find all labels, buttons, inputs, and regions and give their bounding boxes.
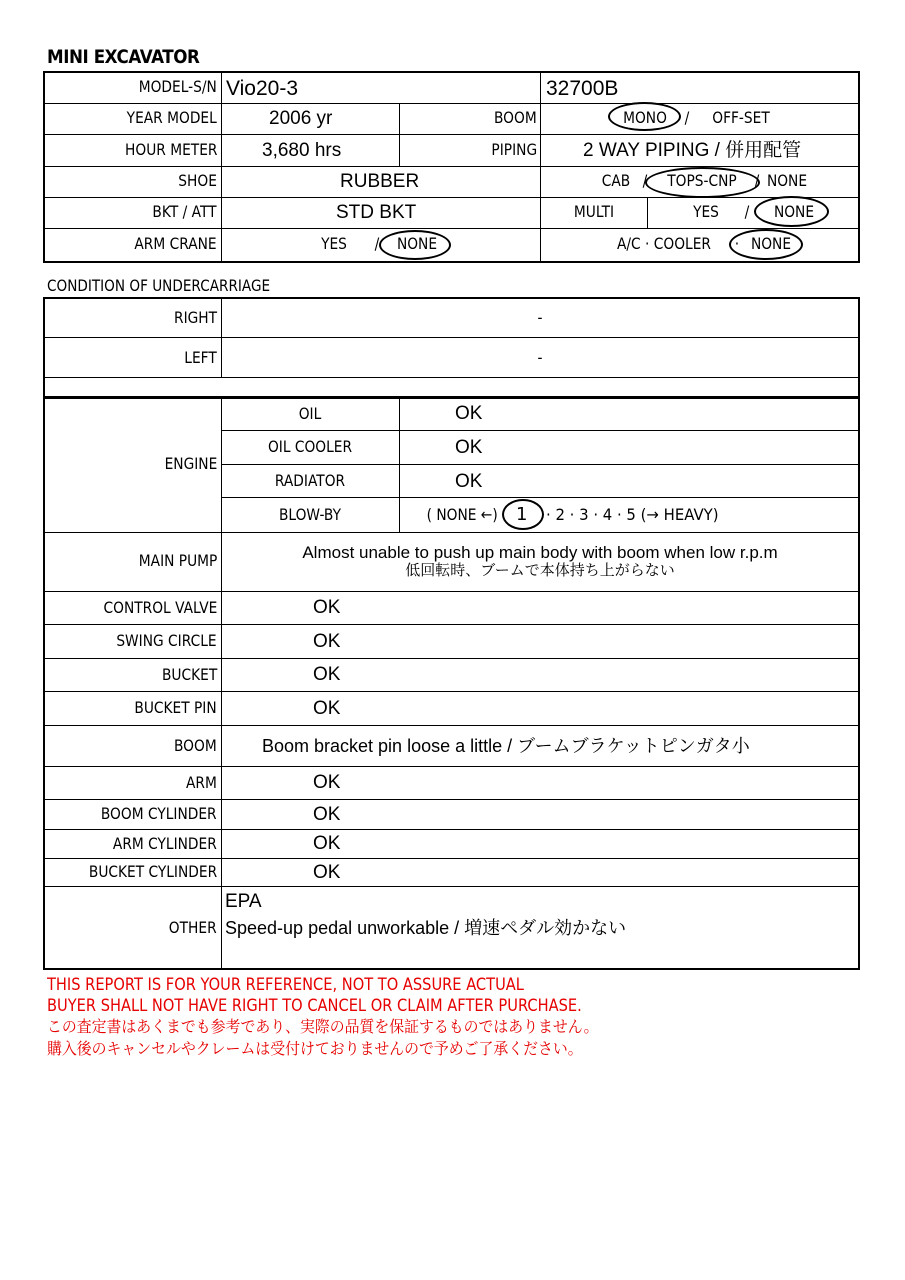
separator: / xyxy=(642,171,648,190)
boom-cylinder-label: BOOM CYLINDER xyxy=(101,804,217,823)
separator: / xyxy=(754,171,760,190)
engine-label: ENGINE xyxy=(164,454,217,473)
blow-by-scale: · 2 · 3 · 4 · 5 (→ HEAVY) xyxy=(546,505,719,524)
right-track-label: RIGHT xyxy=(173,308,217,327)
multi-label: MULTI xyxy=(573,202,615,221)
model-sn-label: MODEL-S/N xyxy=(138,77,217,96)
other-epa: EPA xyxy=(225,891,262,912)
arm-cylinder-value: OK xyxy=(313,833,341,854)
other-note: Speed-up pedal unworkable / 増速ペダル効かない xyxy=(225,918,627,938)
year-model-label: YEAR MODEL xyxy=(126,108,217,127)
undercarriage-heading: CONDITION OF UNDERCARRIAGE xyxy=(47,276,271,295)
disclaimer-line-2: BUYER SHALL NOT HAVE RIGHT TO CANCEL OR CLAIM AFTER PURCHASE. xyxy=(47,996,582,1016)
bucket-pin-value: OK xyxy=(313,698,341,719)
boom-value: Boom bracket pin loose a little / ブームブラケットピンガタ小 xyxy=(262,736,750,756)
control-valve-label: CONTROL VALVE xyxy=(103,598,217,617)
separator: / xyxy=(374,234,380,253)
control-valve-value: OK xyxy=(313,597,341,618)
other-label: OTHER xyxy=(169,918,217,937)
hour-meter-label: HOUR METER xyxy=(124,140,217,159)
main-pump-note-jp: 低回転時、ブームで本体持ち上がらない xyxy=(405,561,675,579)
bucket-label: BUCKET xyxy=(161,665,217,684)
boom-label: BOOM xyxy=(174,736,217,755)
crane-none-option: NONE xyxy=(396,234,438,253)
right-track-value: - xyxy=(537,308,543,327)
separator: / xyxy=(684,108,690,127)
hour-value: 3,680 hrs xyxy=(262,140,342,161)
arm-cylinder-label: ARM CYLINDER xyxy=(113,834,217,853)
bkt-value: STD BKT xyxy=(336,202,417,223)
left-track-value: - xyxy=(537,348,543,367)
blow-by-none-end: ( NONE ←) xyxy=(426,505,498,524)
arm-label: ARM xyxy=(186,773,217,792)
bucket-pin-label: BUCKET PIN xyxy=(134,698,217,717)
multi-none-option: NONE xyxy=(773,202,815,221)
cab-label: CAB xyxy=(601,171,631,190)
ac-cooler-label: A/C · COOLER xyxy=(617,234,711,253)
piping-value: 2 WAY PIPING / 併用配管 xyxy=(583,140,802,161)
multi-yes-option: YES xyxy=(693,202,719,221)
disclaimer-line-3: この査定書はあくまでも参考であり、実際の品質を保証するものではありません。 xyxy=(47,1017,599,1036)
oil-cooler-value: OK xyxy=(455,437,483,458)
bucket-cylinder-value: OK xyxy=(313,862,341,883)
separator: / xyxy=(744,202,750,221)
blow-by-label: BLOW-BY xyxy=(278,505,342,524)
shoe-label: SHOE xyxy=(178,171,217,190)
piping-label: PIPING xyxy=(491,140,537,159)
arm-value: OK xyxy=(313,772,341,793)
oil-cooler-label: OIL COOLER xyxy=(267,437,353,456)
blow-by-level-1: 1 xyxy=(516,504,528,525)
serial-value: 32700B xyxy=(546,77,619,100)
swing-circle-label: SWING CIRCLE xyxy=(116,631,217,650)
boom-cylinder-value: OK xyxy=(313,804,341,825)
crane-yes-option: YES xyxy=(321,234,347,253)
radiator-value: OK xyxy=(455,471,483,492)
model-value: Vio20-3 xyxy=(226,77,299,100)
oil-value: OK xyxy=(455,403,483,424)
radiator-label: RADIATOR xyxy=(274,471,346,490)
year-value: 2006 yr xyxy=(269,108,333,129)
bucket-value: OK xyxy=(313,664,341,685)
document-title: MINI EXCAVATOR xyxy=(47,46,200,68)
disclaimer-line-4: 購入後のキャンセルやクレームは受付けておりませんので予めご了承ください。 xyxy=(47,1039,583,1058)
boom-mono-option: MONO xyxy=(623,108,667,127)
ac-none-option: NONE xyxy=(750,234,792,253)
boom-type-label: BOOM xyxy=(494,108,537,127)
shoe-value: RUBBER xyxy=(340,171,420,192)
swing-circle-value: OK xyxy=(313,631,341,652)
bkt-att-label: BKT / ATT xyxy=(152,202,217,221)
arm-crane-label: ARM CRANE xyxy=(134,234,217,253)
cab-tops-option: TOPS-CNP xyxy=(667,171,737,190)
cab-none-option: NONE xyxy=(766,171,808,190)
main-pump-label: MAIN PUMP xyxy=(138,551,217,570)
disclaimer-line-1: THIS REPORT IS FOR YOUR REFERENCE, NOT TO ASSURE ACTUAL xyxy=(47,975,524,995)
left-track-label: LEFT xyxy=(184,348,217,367)
oil-label: OIL xyxy=(298,404,322,423)
main-pump-note: Almost unable to push up main body with boom when low r.p.m xyxy=(302,543,778,562)
boom-offset-option: OFF-SET xyxy=(712,108,770,127)
separator: · xyxy=(734,234,740,253)
bucket-cylinder-label: BUCKET CYLINDER xyxy=(88,862,217,881)
